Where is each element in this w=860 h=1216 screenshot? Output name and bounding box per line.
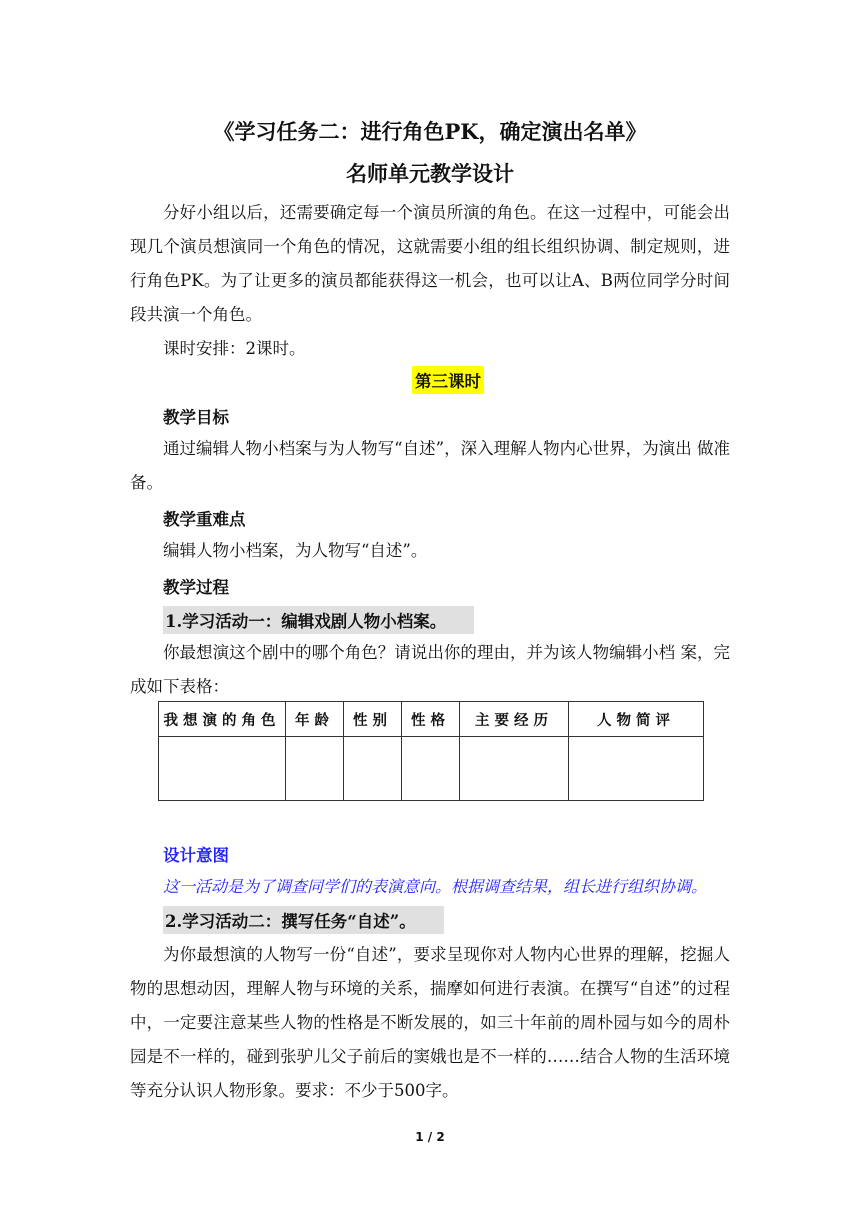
document-subtitle: 名师单元教学设计 [346,161,514,186]
table-cell [402,737,460,801]
character-profile-table [158,701,704,801]
table-cell [344,737,402,801]
goal-heading: 教学目标 [163,408,229,427]
process-heading: 教学过程 [163,578,229,597]
table-cell [286,737,344,801]
intro-paragraph: 分好小组以后，还需要确定每一个演员所演的角色。在这一过程中，可能会出现几个演员想演同一个角色的情况，这就需要小组的组长组织协调、制定规则，进行角色PK。为了让更多的演员都能获得这一机会，也可以让A、B两位同学分时间段共演一个角色。 [130,203,730,324]
table-cell [569,737,704,801]
document-title: 《学习任务二：进行角色PK，确定演出名单》 [213,119,647,144]
page-number: 1 / 2 [415,1130,445,1144]
table-header: 性格 [402,702,460,737]
key-heading: 教学重难点 [163,510,246,529]
key-text: 编辑人物小档案，为人物写“自述”。 [163,541,428,560]
table-header: 年龄 [286,702,344,737]
design-intent-heading: 设计意图 [163,846,229,865]
activity2-text: 为你最想演的人物写一份“自述”，要求呈现你对人物内心世界的理解，挖掘人物的思想动因，理解人物与环境的关系，揣摩如何进行表演。在撰写“自述”的过程中，一定要注意某些人物的性格是不断发展的，如三十年前的周朴园与如今的周朴园是不一样的，碰到张驴儿父子前后的窦娥也是不一样的……结合人物的生活环境等充分认识人物形象。要求：不少于500字。 [130,945,730,1100]
goal-text: 通过编辑人物小档案与为人物写“自述”，深入理解人物内心世界，为演出 做准备。 [130,439,730,492]
schedule-text: 课时安排：2课时。 [163,339,306,358]
table-header: 人物简评 [569,702,704,737]
table-header: 我想演的角色 [159,702,286,737]
activity1-text: 你最想演这个剧中的哪个角色？请说出你的理由，并为该人物编辑小档 案，完成如下表格： [130,643,730,696]
design-intent-text: 这一活动是为了调查同学们的表演意向。根据调查结果，组长进行组织协调。 [163,877,708,896]
table-header: 性别 [344,702,402,737]
table-cell [460,737,569,801]
activity1-heading: 1.学习活动一：编辑戏剧人物小档案。 [163,606,474,634]
activity2-heading: 2.学习活动二：撰写任务“自述”。 [163,906,444,934]
lesson-highlight: 第三课时 [412,366,484,394]
table-header: 主要经历 [460,702,569,737]
table-cell [159,737,286,801]
